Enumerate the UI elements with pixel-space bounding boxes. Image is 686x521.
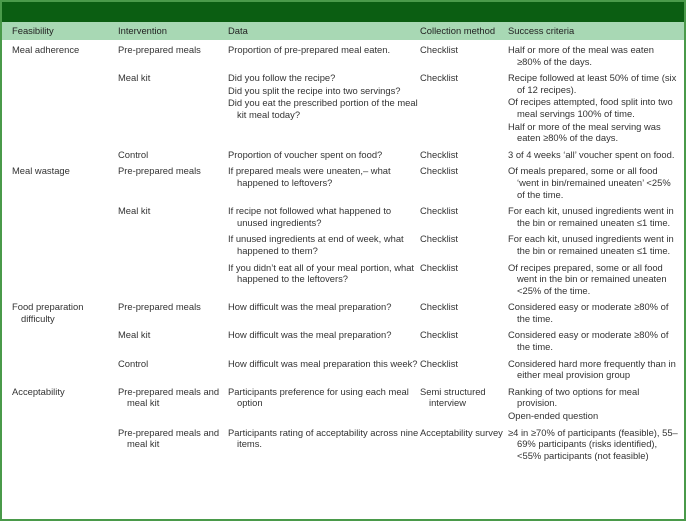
criteria-cell-text: Ranking of two options for meal provision.	[508, 385, 640, 409]
data-cell	[228, 329, 420, 353]
method-cell-text: Checklist	[420, 165, 459, 177]
intervention-cell	[118, 358, 228, 382]
intervention-cell	[118, 329, 228, 353]
criteria-cell	[508, 262, 678, 298]
method-cell	[420, 149, 508, 162]
intervention-cell	[118, 262, 228, 298]
data-cell-text: Did you eat the prescribed portion of the meal kit meal today?	[228, 97, 418, 120]
table-row	[2, 382, 684, 423]
criteria-cell	[508, 301, 678, 325]
method-cell	[420, 427, 508, 463]
method-cell	[420, 233, 508, 257]
table-header	[2, 22, 684, 40]
data-cell	[228, 233, 420, 257]
table-row	[2, 201, 684, 229]
data-cell-text: Did you follow the recipe?	[228, 72, 336, 84]
criteria-cell	[508, 165, 678, 201]
header-intervention: Intervention	[118, 25, 167, 36]
criteria-cell-text: Considered easy or moderate ≥80% of the time.	[508, 329, 669, 353]
method-cell-text: Checklist	[420, 44, 459, 55]
feasibility-cell	[2, 358, 118, 382]
feasibility-cell-text: Meal adherence	[12, 44, 80, 55]
criteria-cell-text: Considered easy or moderate ≥80% of the time.	[508, 301, 669, 324]
intervention-cell-text: Pre-prepared meals	[118, 165, 201, 177]
method-cell-text: Semi structured interview	[420, 385, 486, 409]
criteria-cell-text: Half or more of the meal serving was eaten ≥80% of the days.	[508, 120, 661, 144]
header-feasibility: Feasibility	[12, 25, 54, 36]
criteria-cell-text: Half or more of the meal was eaten ≥80% of the days.	[508, 44, 654, 67]
table-row	[2, 145, 684, 162]
data-cell	[228, 149, 420, 162]
intervention-cell	[118, 165, 228, 201]
table-row	[2, 258, 684, 298]
feasibility-cell	[2, 329, 118, 353]
data-cell	[228, 165, 420, 201]
intervention-cell	[118, 44, 228, 68]
intervention-cell-text: Meal kit	[118, 72, 151, 84]
method-cell-text: Checklist	[420, 261, 459, 273]
intervention-cell-text: Pre-prepared meals	[118, 301, 201, 313]
criteria-cell	[508, 205, 678, 229]
criteria-cell	[508, 427, 678, 463]
data-cell-text: If unused ingredients at end of week, what happened to them?	[228, 233, 404, 256]
table-row	[2, 423, 684, 463]
data-cell	[228, 262, 420, 298]
method-cell	[420, 44, 508, 68]
intervention-cell	[118, 301, 228, 325]
method-cell	[420, 262, 508, 298]
data-cell	[228, 386, 420, 423]
feasibility-cell-text: Meal wastage	[12, 165, 70, 177]
data-cell-text: If recipe not followed what happened to unused ingredients?	[228, 205, 392, 228]
intervention-cell-text: Control	[118, 148, 149, 160]
data-cell	[228, 301, 420, 325]
data-cell	[228, 358, 420, 382]
feasibility-cell	[2, 72, 118, 145]
criteria-cell	[508, 233, 678, 257]
feasibility-cell	[2, 301, 118, 325]
data-cell-text: Did you split the recipe into two servings?	[228, 84, 401, 96]
criteria-cell-text: Recipe followed at least 50% of time (six of 12 recipes).	[508, 72, 677, 95]
table-row	[2, 229, 684, 257]
intervention-cell-text: Meal kit	[118, 329, 151, 341]
method-cell	[420, 165, 508, 201]
feasibility-cell	[2, 427, 118, 463]
table-title-bar	[2, 2, 684, 22]
criteria-cell-text: Considered hard more frequently than in either meal provision group	[508, 357, 676, 381]
table-row	[2, 40, 684, 68]
method-cell-text: Checklist	[420, 329, 459, 341]
criteria-cell	[508, 358, 678, 382]
criteria-cell	[508, 386, 678, 423]
criteria-cell	[508, 72, 678, 145]
method-cell	[420, 301, 508, 325]
table-row	[2, 161, 684, 201]
intervention-cell	[118, 427, 228, 463]
feasibility-cell	[2, 165, 118, 201]
feasibility-cell	[2, 149, 118, 162]
data-cell-text: How difficult was the meal preparation?	[228, 329, 392, 341]
feasibility-cell-text: Food preparation difficulty	[12, 301, 84, 324]
criteria-cell-text: Of recipes prepared, some or all food went in the bin or remained uneaten <25% of the time.	[508, 261, 667, 296]
method-cell	[420, 205, 508, 229]
feasibility-cell	[2, 205, 118, 229]
method-cell	[420, 386, 508, 423]
criteria-cell-text: 3 of 4 weeks ‘all’ voucher spent on food.	[508, 148, 675, 160]
data-cell	[228, 205, 420, 229]
data-cell	[228, 427, 420, 463]
data-cell-text: Proportion of voucher spent on food?	[228, 148, 383, 160]
intervention-cell-text: Pre-prepared meals and meal kit	[118, 426, 220, 450]
data-cell	[228, 72, 420, 145]
criteria-cell-text: ≥4 in ≥70% of participants (feasible), 55–69% participants (risks identified), <55% participants (not feasible)	[508, 426, 678, 461]
method-cell-text: Checklist	[420, 233, 459, 245]
header-collection-method: Collection method	[420, 25, 496, 36]
table-body	[2, 40, 684, 462]
criteria-cell-text: Of recipes attempted, food split into two meal servings 100% of time.	[508, 96, 673, 119]
method-cell	[420, 358, 508, 382]
method-cell	[420, 329, 508, 353]
intervention-cell	[118, 72, 228, 145]
data-cell-text: If prepared meals were uneaten,– what happened to leftovers?	[228, 165, 391, 188]
intervention-cell-text: Pre-prepared meals	[118, 44, 201, 55]
criteria-cell	[508, 329, 678, 353]
feasibility-cell	[2, 386, 118, 423]
criteria-cell	[508, 149, 678, 162]
data-cell-text: If you didn’t eat all of your meal portion, what happened to the leftovers?	[228, 261, 415, 285]
intervention-cell-text: Pre-prepared meals and meal kit	[118, 385, 220, 409]
data-cell-text: Proportion of pre-prepared meal eaten.	[228, 44, 391, 55]
intervention-cell-text: Control	[118, 357, 149, 369]
method-cell-text: Checklist	[420, 301, 459, 313]
table-row	[2, 68, 684, 145]
table-row	[2, 354, 684, 382]
intervention-cell	[118, 233, 228, 257]
feasibility-cell	[2, 262, 118, 298]
method-cell-text: Checklist	[420, 357, 459, 369]
feasibility-cell	[2, 44, 118, 68]
method-cell-text: Acceptability survey	[420, 426, 503, 438]
data-cell	[228, 44, 420, 68]
criteria-cell-text: For each kit, unused ingredients went in the bin or remained uneaten ≤1 time.	[508, 205, 674, 228]
method-cell-text: Checklist	[420, 72, 459, 84]
header-data: Data	[228, 25, 248, 36]
data-cell-text: Participants preference for using each meal option	[228, 385, 409, 409]
table-row	[2, 297, 684, 325]
method-cell	[420, 72, 508, 145]
intervention-cell-text: Meal kit	[118, 205, 151, 217]
table-row	[2, 325, 684, 353]
method-cell-text: Checklist	[420, 148, 459, 160]
intervention-cell	[118, 205, 228, 229]
data-cell-text: How difficult was the meal preparation?	[228, 301, 392, 313]
criteria-cell-text: Of meals prepared, some or all food ‘went in bin/remained uneaten’ <25% of the time.	[508, 165, 671, 200]
header-success-criteria: Success criteria	[508, 25, 575, 36]
intervention-cell	[118, 386, 228, 423]
feasibility-cell-text: Acceptability	[12, 385, 65, 397]
data-cell-text: Participants rating of acceptability across nine items.	[228, 426, 419, 450]
data-cell-text: How difficult was meal preparation this week?	[228, 357, 418, 369]
criteria-cell-text: Open-ended question	[508, 410, 599, 422]
method-cell-text: Checklist	[420, 205, 459, 217]
intervention-cell	[118, 149, 228, 162]
criteria-cell	[508, 44, 678, 68]
feasibility-cell	[2, 233, 118, 257]
criteria-cell-text: For each kit, unused ingredients went in the bin or remained uneaten ≤1 time.	[508, 233, 674, 256]
